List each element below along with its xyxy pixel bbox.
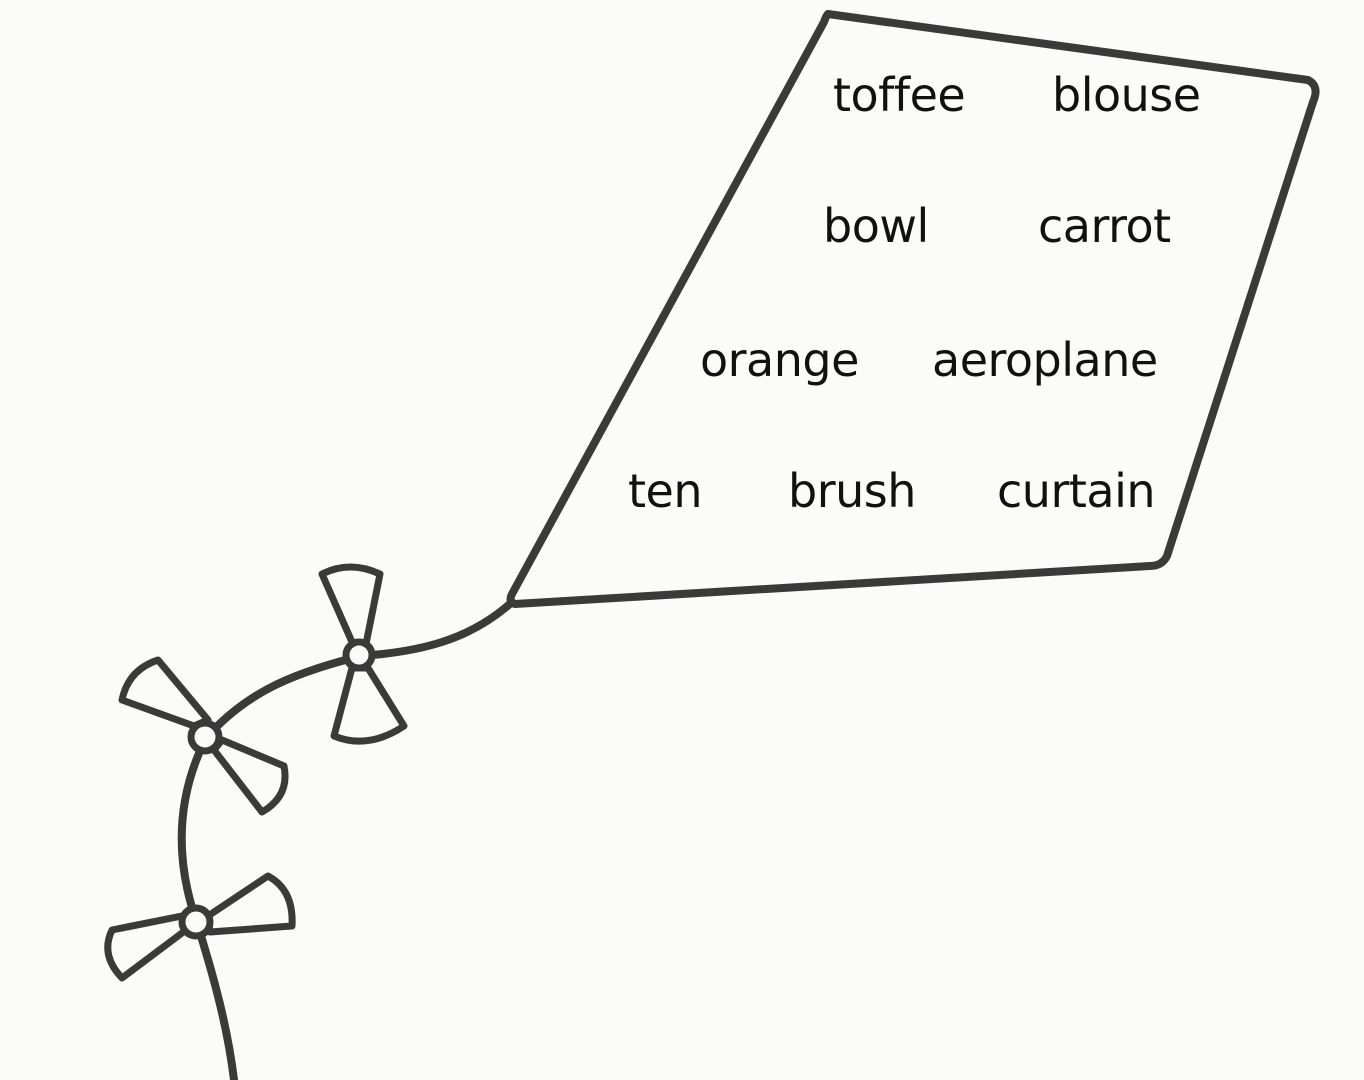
kite-word-ten: ten <box>628 464 702 518</box>
kite-word-brush: brush <box>788 464 916 518</box>
tail-bow-middle <box>122 660 285 812</box>
kite-word-blouse: blouse <box>1052 68 1201 122</box>
kite-word-bowl: bowl <box>823 199 929 253</box>
kite-word-orange: orange <box>700 333 859 387</box>
kite-word-toffee: toffee <box>833 68 966 122</box>
tail-bow-lower <box>108 876 292 978</box>
kite-word-curtain: curtain <box>997 464 1156 518</box>
kite-tail-string <box>182 602 512 1080</box>
kite-word-carrot: carrot <box>1038 199 1171 253</box>
kite-word-aeroplane: aeroplane <box>932 333 1158 387</box>
